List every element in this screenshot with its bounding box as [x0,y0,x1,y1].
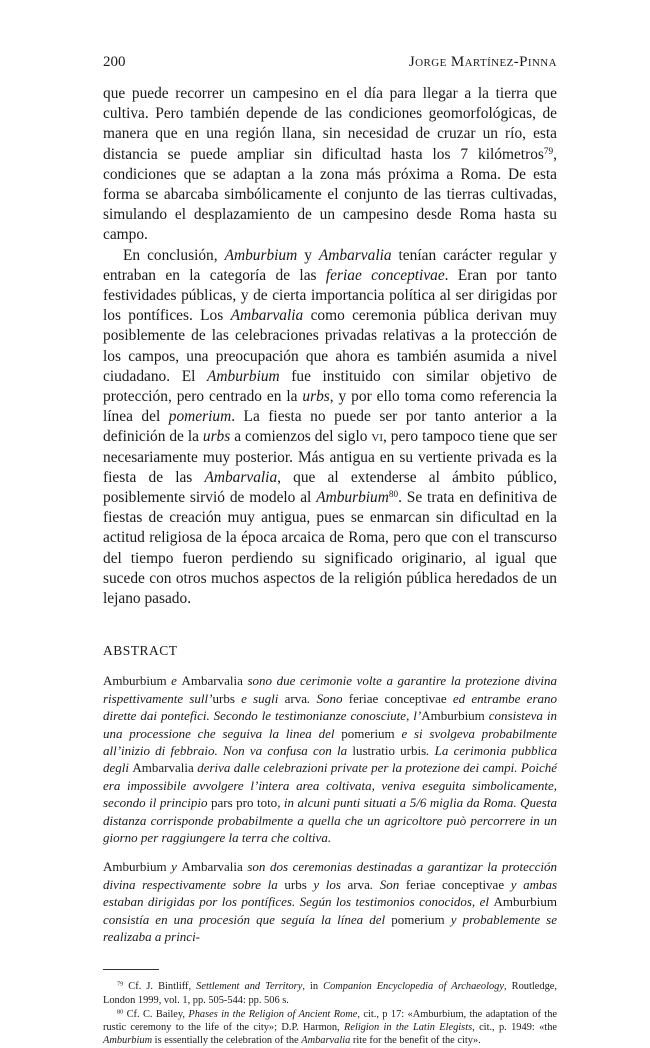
text-run: Ambarvalia [230,307,304,325]
text-run: como ceremonia pública derivan muy posiblemente de las celebraciones privadas relativas a la protección de los campos, una preocupación que ahora es también asumida a nivel ciudadano. El [103,307,557,385]
text-run: pomerium [391,911,445,927]
text-run: deriva dalle celebrazioni private per la protezione dei campi. Poiché era impossibile avvolgere l’intera area coltivata, veniva eseguita simbolicamente, secondo il principio [103,760,557,811]
text-run: Amburbium [103,859,167,875]
text-run: a comienzos del siglo [230,428,372,446]
text-run: Amburbium [103,1035,153,1047]
text-run: . Sono [307,690,349,706]
text-run: y probablemente se realizaba a princi- [103,911,557,944]
text-run: . La fiesta no puede ser por tanto anterior a la definición de la [103,408,557,446]
text-run: urbs [302,388,330,406]
text-run: . La cerimonia pubblica degli [103,742,557,776]
text-run: y [297,246,319,264]
footnote-ref: 79 [543,145,554,156]
text-run: is essentially the celebration of the [152,1035,302,1047]
text-run: , in [302,981,324,993]
abstract-heading: ABSTRACT [103,643,178,659]
page-number: 200 [103,54,126,70]
footnote-ref: 79 [117,980,124,988]
text-run: , in alcuni punti situati a 5/6 miglia da Roma. Questa distanza corrisponde probabilmente a quella che un agricoltore può percorrere in un giorno per raggiungere la terra che coltiva. [103,795,557,845]
text-run: fue instituido con similar objetivo de protección, pero centrado en la [103,367,558,406]
text-run: , que al extenderse al ámbito público, posiblemente sirvió de modelo al [103,468,557,507]
text-run: Companion Encyclopedia of Archaeology [323,981,504,993]
text-run: Ambarvalia [301,1035,351,1047]
abstract-italian [103,672,557,846]
footnote-ref: 80 [117,1008,124,1016]
text-run: feriae conceptivae [405,876,505,892]
footnote-79 [103,980,557,1006]
text-run: , pero tampoco tiene que ser necesariamente muy posterior. Más antigua en su vertiente privada es la fiesta de las [103,428,557,486]
text-run: Amburbium [206,367,280,385]
body-text [103,84,557,609]
page [103,54,557,1048]
text-run: Ambarvalia [181,859,243,875]
text-run: lustratio urbis [352,742,427,758]
text-run: y [166,859,182,875]
text-run: arva [284,690,308,706]
text-run: feriae conceptivae [348,690,447,706]
text-run: Amburbium [224,246,298,264]
abstract-spanish [103,858,557,945]
text-run: Cf. J. Bintliff, [123,981,197,993]
text-run: vi [371,428,383,446]
text-run: Cf. C. Bailey, [123,1008,189,1020]
text-run: sono due cerimonie volte a garantire la protezione divina rispettivamente sull’ [103,673,557,706]
text-run: pomerium [168,408,232,426]
text-run: e sugli [234,690,285,706]
text-run: consisteva in una processione che seguiva la linea del [103,708,557,741]
paragraph-conclusion [103,246,557,610]
text-run: Religion in the Latin Elegists [343,1021,473,1033]
footnotes [103,980,557,1047]
text-run: Ambarvalia [132,760,194,776]
footnote-rule [103,969,159,970]
text-run: Ambarvalia [204,468,278,486]
text-run: Settlement and Territory [196,981,303,993]
text-run: En conclusión, [123,246,225,264]
text-run: y los [306,876,348,892]
text-run: urbs [284,876,307,892]
text-run: , condiciones que se adaptan a la zona más próxima a Roma. De esta forma se abarcaba simbólicamente el conjunto de las tierras cultivadas, simulando el desplazamiento de un campesino desde Roma hasta su campo. [103,145,557,244]
paragraph-continuation [103,84,557,246]
text-run: son dos ceremonias destinadas a garantizar la protección divina respectivamente sobre la [103,859,557,892]
text-run: Amburbium [103,673,167,689]
text-run: e si svolgeva probabilmente all’inizio di febbraio. Non va confusa con la [103,725,558,758]
text-run: que puede recorrer un campesino en el día para llegar a la tierra que cultiva. Pero también depende de las condiciones geomorfológicas, de manera que en una región llana, sin necesidad de cruzar un río, esta distancia se puede ampliar sin dificultad hasta los 7 kilómetros [103,85,557,163]
text-run: . Son [369,876,406,892]
text-run: Amburbium [421,708,485,724]
text-run: consistía en una procesión que seguía la línea del [103,911,392,927]
text-run: Phases in the Religion of Ancient Rome [188,1008,358,1020]
text-run: e [166,673,182,689]
text-run: rite for the benefit of the city». [350,1035,481,1047]
running-header [103,54,557,76]
text-run: Amburbium [316,489,389,507]
text-run: feriae conceptivae [325,266,445,284]
text-run: Ambarvalia [318,246,392,264]
text-run: pars pro toto [210,795,278,811]
text-run: urbs [212,690,235,706]
text-run: . Se trata en definitiva de fiestas de creación muy antigua, pues se enmarcan sin dificultad en la actitud religiosa de la época arcaica de Roma, pero que con el transcurso del tiempo fueron perdiendo su significado originario, al igual que sucede con otros muchos aspectos de la religión pública heredados de un lejano pasado. [103,489,557,608]
text-run: urbs [202,428,231,446]
running-head-author: Jorge Martínez-Pinna [408,54,557,70]
text-run: , Routledge, London 1999, vol. 1, pp. 505-544: pp. 506 s. [103,981,557,1006]
footnote-80 [103,1008,557,1048]
abstract [103,672,557,945]
text-run: Amburbium [493,894,557,910]
text-run: , cit., p. 1949: «the [472,1021,557,1033]
text-run: ed entrambe erano dirette dai pontefici. Secondo le testimonianze conosciute, l’ [103,690,558,724]
text-run: , y por ello toma como referencia la línea del [103,388,557,426]
text-run: tenían carácter regular y entraban en la categoría de las [103,246,557,284]
text-run: . Eran por tanto festividades públicas, y de cierta importancia política al ser dirigidas por los pontífices. Los [103,266,557,325]
text-run: y ambas estaban dirigidas por los pontífices. Según los testimonios conocidos, el [103,876,558,910]
text-run: , cit., p 17: «Amburbium, the adaptation of the rustic ceremony to the life of the city»; D.P. Harmon, [103,1008,558,1033]
footnote-ref: 80 [388,488,399,499]
text-run: pomerium [341,725,395,741]
text-run: arva [347,876,370,892]
text-run: Ambarvalia [181,673,243,689]
